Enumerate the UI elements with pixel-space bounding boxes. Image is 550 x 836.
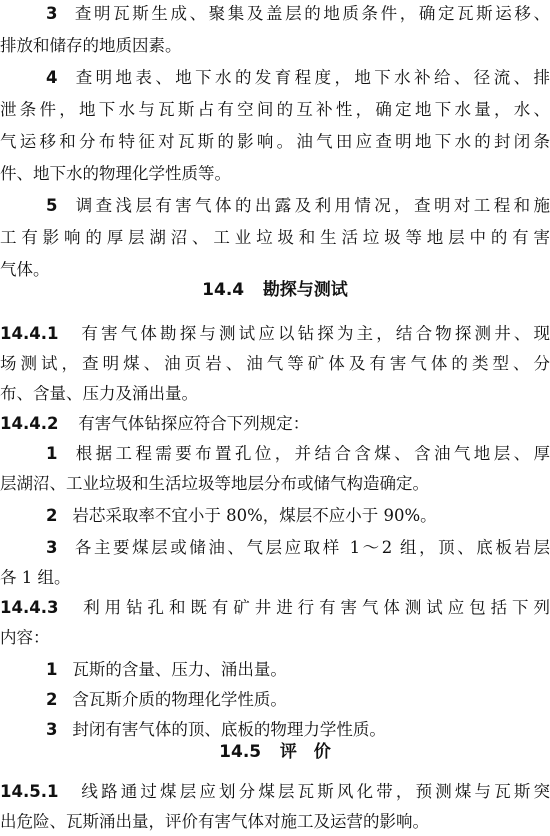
item-number: 1 — [46, 444, 58, 463]
item-5-line-3: 气体。 — [0, 260, 50, 279]
clause-14-4-2-item-3-line-1 — [0, 536, 550, 560]
item-number: 3 — [46, 538, 58, 557]
item-text: 查明地表、地下水的发育程度，地下水补给、径流、排 — [72, 68, 550, 87]
item-4-line-1 — [0, 66, 550, 90]
item-text: 含瓦斯介质的物理化学性质。 — [72, 690, 287, 709]
item-number: 2 — [46, 690, 58, 709]
clause-text: 有害气体钻探应符合下列规定： — [78, 414, 310, 433]
section-title: 评 价 — [279, 742, 331, 762]
item-text: 瓦斯的含量、压力、涌出量。 — [72, 660, 287, 679]
clause-14-4-1-line-2 — [0, 352, 550, 376]
clause-number: 14.5.1 — [0, 782, 59, 801]
item-text: 根据工程需要布置孔位，并结合含煤、含油气地层、厚 — [72, 444, 550, 463]
clause-14-4-2-item-2 — [0, 504, 550, 528]
item-3-line-1 — [0, 2, 550, 26]
clause-number: 14.4.3 — [0, 598, 59, 617]
clause-14-4-3-item-1 — [0, 658, 550, 682]
item-text: 封闭有害气体的顶、底板的物理力学性质。 — [72, 720, 386, 739]
clause-14-4-2-item-1-line-1 — [0, 442, 550, 466]
item-text: 调查浅层有害气体的出露及利用情况，查明对工程和施 — [72, 196, 550, 215]
item-4-line-4: 件、地下水的物理化学性质等。 — [0, 164, 231, 183]
item-5-line-1 — [0, 194, 550, 218]
clause-14-4-2-item-1-line-2: 层湖沼、工业垃圾和生活垃圾等地层分布或储气构造确定。 — [0, 474, 429, 493]
item-number: 2 — [46, 506, 58, 525]
clause-14-5-1-line-1 — [0, 780, 550, 804]
clause-number: 14.4.2 — [0, 414, 59, 433]
item-number: 3 — [46, 720, 58, 739]
section-heading-14-5 — [0, 740, 550, 764]
item-4-line-3 — [0, 130, 550, 154]
item-text: 工有影响的厚层湖沼、工业垃圾和生活垃圾等地层中的有害 — [0, 228, 550, 247]
clause-text: 场测试，查明煤、油页岩、油气等矿体及有害气体的类型、分 — [0, 354, 550, 373]
item-text: 岩芯采取率不宜小于 80%，煤层不应小于 90%。 — [72, 506, 437, 525]
section-heading-14-4 — [0, 278, 550, 302]
clause-text: 利用钻孔和既有矿井进行有害气体测试应包括下列 — [78, 598, 550, 617]
clause-14-4-1-line-1 — [0, 322, 550, 346]
clause-14-4-3-line-2: 内容： — [0, 628, 50, 647]
item-number: 5 — [46, 196, 58, 215]
clause-14-4-1-line-3: 布、含量、压力及涌出量。 — [0, 384, 198, 403]
clause-14-4-2-item-3-line-2: 各 1 组。 — [0, 568, 71, 587]
item-4-line-2 — [0, 98, 550, 122]
item-3-line-2: 排放和储存的地质因素。 — [0, 36, 182, 55]
section-number: 14.4 — [202, 280, 245, 300]
item-number: 1 — [46, 660, 58, 679]
section-number: 14.5 — [219, 742, 262, 762]
clause-14-4-3-line-1 — [0, 596, 550, 620]
clause-14-5-1-line-2: 出危险、瓦斯涌出量，评价有害气体对施工及运营的影响。 — [0, 812, 429, 831]
section-title: 勘探与测试 — [262, 280, 348, 300]
item-5-line-2 — [0, 226, 550, 250]
item-number: 3 — [46, 4, 58, 23]
clause-text: 线路通过煤层应划分煤层瓦斯风化带，预测煤与瓦斯突 — [78, 782, 550, 801]
clause-14-4-3-item-2 — [0, 688, 550, 712]
item-text: 泄条件，地下水与瓦斯占有空间的互补性，确定地下水量，水、 — [0, 100, 550, 119]
clause-14-4-3-item-3 — [0, 718, 550, 742]
item-text: 各主要煤层或储油、气层应取样 1～2 组，顶、底板岩层 — [72, 538, 550, 557]
item-text: 气运移和分布特征对瓦斯的影响。油气田应查明地下水的封闭条 — [0, 132, 550, 151]
item-text: 查明瓦斯生成、聚集及盖层的地质条件，确定瓦斯运移、 — [72, 4, 550, 23]
clause-14-4-2-intro — [0, 412, 550, 436]
clause-number: 14.4.1 — [0, 324, 59, 343]
item-number: 4 — [46, 68, 58, 87]
clause-text: 有害气体勘探与测试应以钻探为主，结合物探测井、现 — [78, 324, 550, 343]
